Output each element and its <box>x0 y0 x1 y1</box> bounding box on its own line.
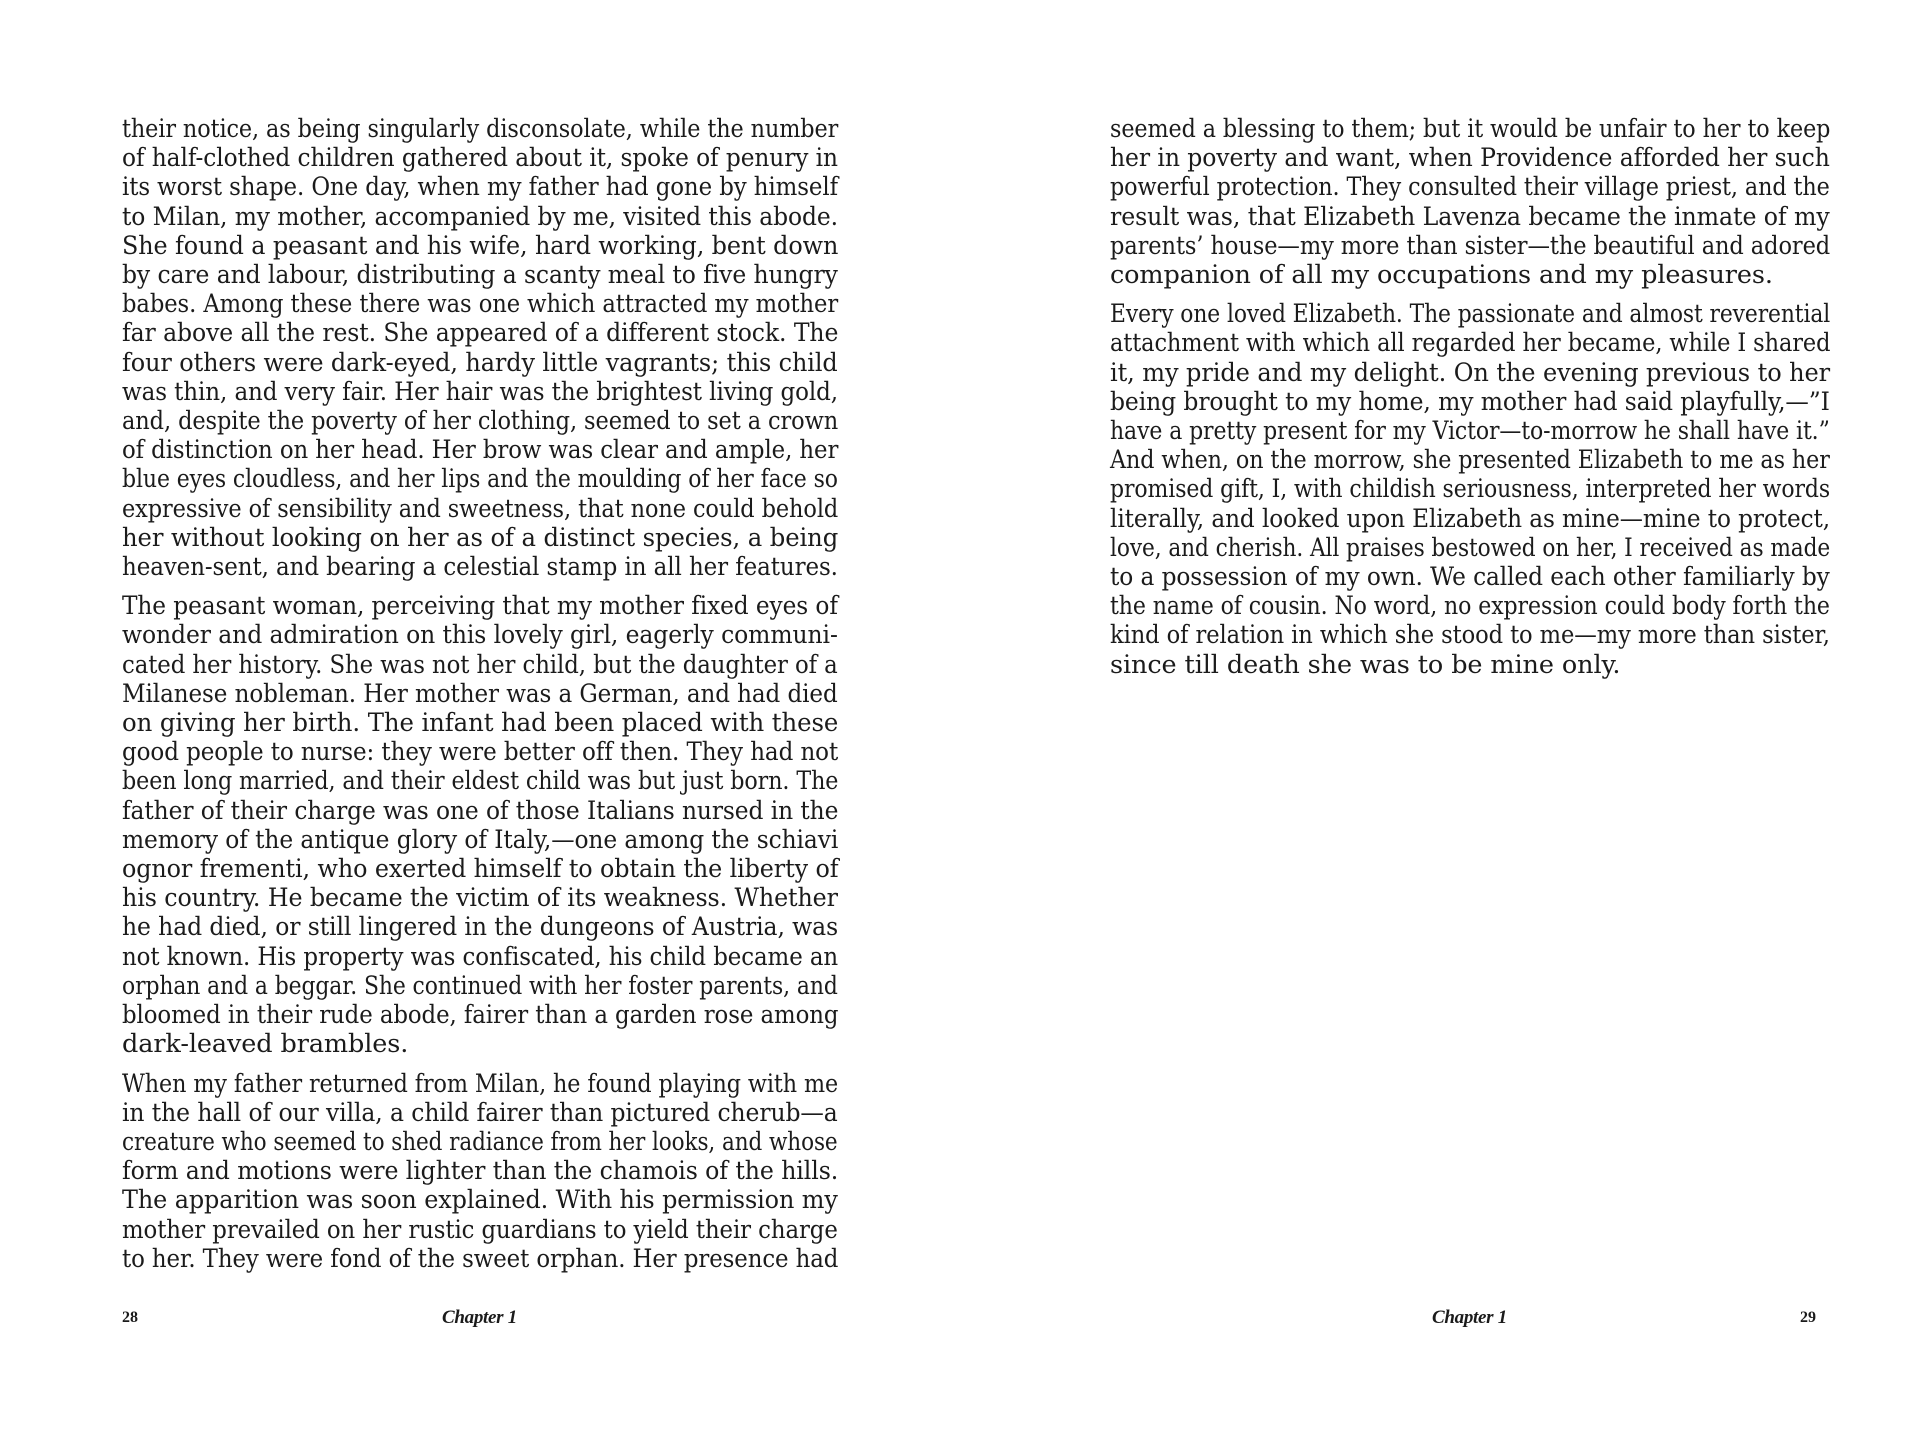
text-line: Milanese nobleman. Her mother was a German, and had died <box>122 678 838 709</box>
text-line: its worst shape. One day, when my father had gone by himself <box>122 172 838 203</box>
text-line: memory of the antique glory of Italy,—one among the schiavi <box>122 824 839 855</box>
text-line: promised gift, I, with childish seriousness, interpreted her words <box>1110 474 1831 505</box>
text-line: on giving her birth. The infant had been placed with these <box>122 708 839 739</box>
text-line: by care and labour, distributing a scanty meal to five hungry <box>122 260 838 291</box>
text-line: blue eyes cloudless, and her lips and the moulding of her face so <box>122 464 838 495</box>
text-line: it, my pride and my delight. On the evening previous to her <box>1110 357 1831 388</box>
text-line: creature who seemed to shed radiance from her looks, and whose <box>122 1126 838 1157</box>
text-line: And when, on the morrow, she presented Elizabeth to me as her <box>1110 445 1830 476</box>
text-line: good people to nurse: they were better off then. They had not <box>122 737 839 768</box>
text-line: powerful protection. They consulted their village priest, and the <box>1110 172 1830 203</box>
text-line: dark-leaved brambles. <box>122 1029 409 1060</box>
text-line: The apparition was soon explained. With his permission my <box>122 1185 838 1216</box>
text-line: of half-clothed children gathered about it, spoke of penury in <box>122 143 838 174</box>
text-line: not known. His property was confiscated, his child became an <box>122 941 839 972</box>
page-number: 29 <box>1800 1309 1816 1326</box>
text-line: result was, that Elizabeth Lavenza became the inmate of my <box>1110 201 1830 232</box>
text-line: his country. He became the victim of its weakness. Whether <box>122 883 838 914</box>
right-page <box>960 0 1920 1440</box>
left-paragraph-1 <box>122 115 838 582</box>
page-number: 28 <box>122 1309 138 1326</box>
right-page-body <box>1110 115 1830 690</box>
text-line: her in poverty and want, when Providence afforded her such <box>1110 143 1830 174</box>
right-paragraph-2 <box>1110 300 1830 680</box>
text-line: been long married, and their eldest child was but just born. The <box>122 766 839 797</box>
text-line: Every one loved Elizabeth. The passionate and almost reverential <box>1110 299 1831 330</box>
right-paragraph-1 <box>1110 115 1830 290</box>
text-line: She found a peasant and his wife, hard working, bent down <box>122 230 839 261</box>
text-line: cated her history. She was not her child, but the daughter of a <box>122 649 838 680</box>
running-head: Chapter 1 <box>442 1307 517 1328</box>
text-line: four others were dark-eyed, hardy little vagrants; this child <box>122 347 838 378</box>
text-line: attachment with which all regarded her became, while I shared <box>1110 328 1831 359</box>
text-line: love, and cherish. All praises bestowed on her, I received as made <box>1110 532 1831 563</box>
text-line: kind of relation in which she stood to me—my more than sister, <box>1110 620 1830 651</box>
left-paragraph-3 <box>122 1070 838 1274</box>
text-line: to Milan, my mother, accompanied by me, visited this abode. <box>122 201 838 232</box>
text-line: mother prevailed on her rustic guardians to yield their charge <box>122 1214 838 1245</box>
text-line: heaven-sent, and bearing a celestial stamp in all her features. <box>122 552 838 583</box>
text-line: being brought to my home, my mother had said playfully,—”I <box>1110 386 1830 417</box>
text-line: far above all the rest. She appeared of a different stock. The <box>122 318 839 349</box>
text-line: to her. They were fond of the sweet orphan. Her presence had <box>122 1243 839 1274</box>
text-line: the name of cousin. No word, no expression could body forth the <box>1110 591 1830 622</box>
text-line: in the hall of our villa, a child fairer than pictured cherub—a <box>122 1097 838 1128</box>
text-line: and, despite the poverty of her clothing, seemed to set a crown <box>122 406 839 437</box>
text-line: to a possession of my own. We called each other familiarly by <box>1110 562 1830 593</box>
left-page-body <box>122 115 838 1284</box>
text-line: father of their charge was one of those Italians nursed in the <box>122 795 839 826</box>
text-line: of distinction on her head. Her brow was clear and ample, her <box>122 435 839 466</box>
text-line: When my father returned from Milan, he found playing with me <box>122 1068 839 1099</box>
running-head: Chapter 1 <box>1432 1307 1507 1328</box>
text-line: wonder and admiration on this lovely girl, eagerly communi- <box>122 620 838 651</box>
text-line: their notice, as being singularly disconsolate, while the number <box>122 114 839 144</box>
text-line: literally, and looked upon Elizabeth as mine—mine to protect, <box>1110 503 1831 534</box>
text-line: babes. Among these there was one which attracted my mother <box>122 289 839 320</box>
text-line: bloomed in their rude abode, fairer than a garden rose among <box>122 1000 839 1031</box>
text-line: seemed a blessing to them; but it would be unfair to her to keep <box>1110 114 1831 144</box>
text-line: was thin, and very fair. Her hair was the brightest living gold, <box>122 376 838 407</box>
text-line: he had died, or still lingered in the dungeons of Austria, was <box>122 912 839 943</box>
text-line: have a pretty present for my Victor—to-morrow he shall have it.” <box>1110 416 1830 447</box>
text-line: parents’ house—my more than sister—the beautiful and adored <box>1110 230 1831 261</box>
text-line: her without looking on her as of a distinct species, a being <box>122 522 839 553</box>
text-line: expressive of sensibility and sweetness, that none could behold <box>122 493 839 524</box>
text-line: orphan and a beggar. She continued with her foster parents, and <box>122 970 838 1001</box>
text-line: since till death she was to be mine only. <box>1110 649 1621 680</box>
left-paragraph-2 <box>122 592 838 1059</box>
text-line: ognor frementi, who exerted himself to obtain the liberty of <box>122 854 839 885</box>
text-line: The peasant woman, perceiving that my mother fixed eyes of <box>122 591 838 622</box>
text-line: companion of all my occupations and my pleasures. <box>1110 260 1773 291</box>
text-line: form and motions were lighter than the chamois of the hills. <box>122 1156 839 1187</box>
